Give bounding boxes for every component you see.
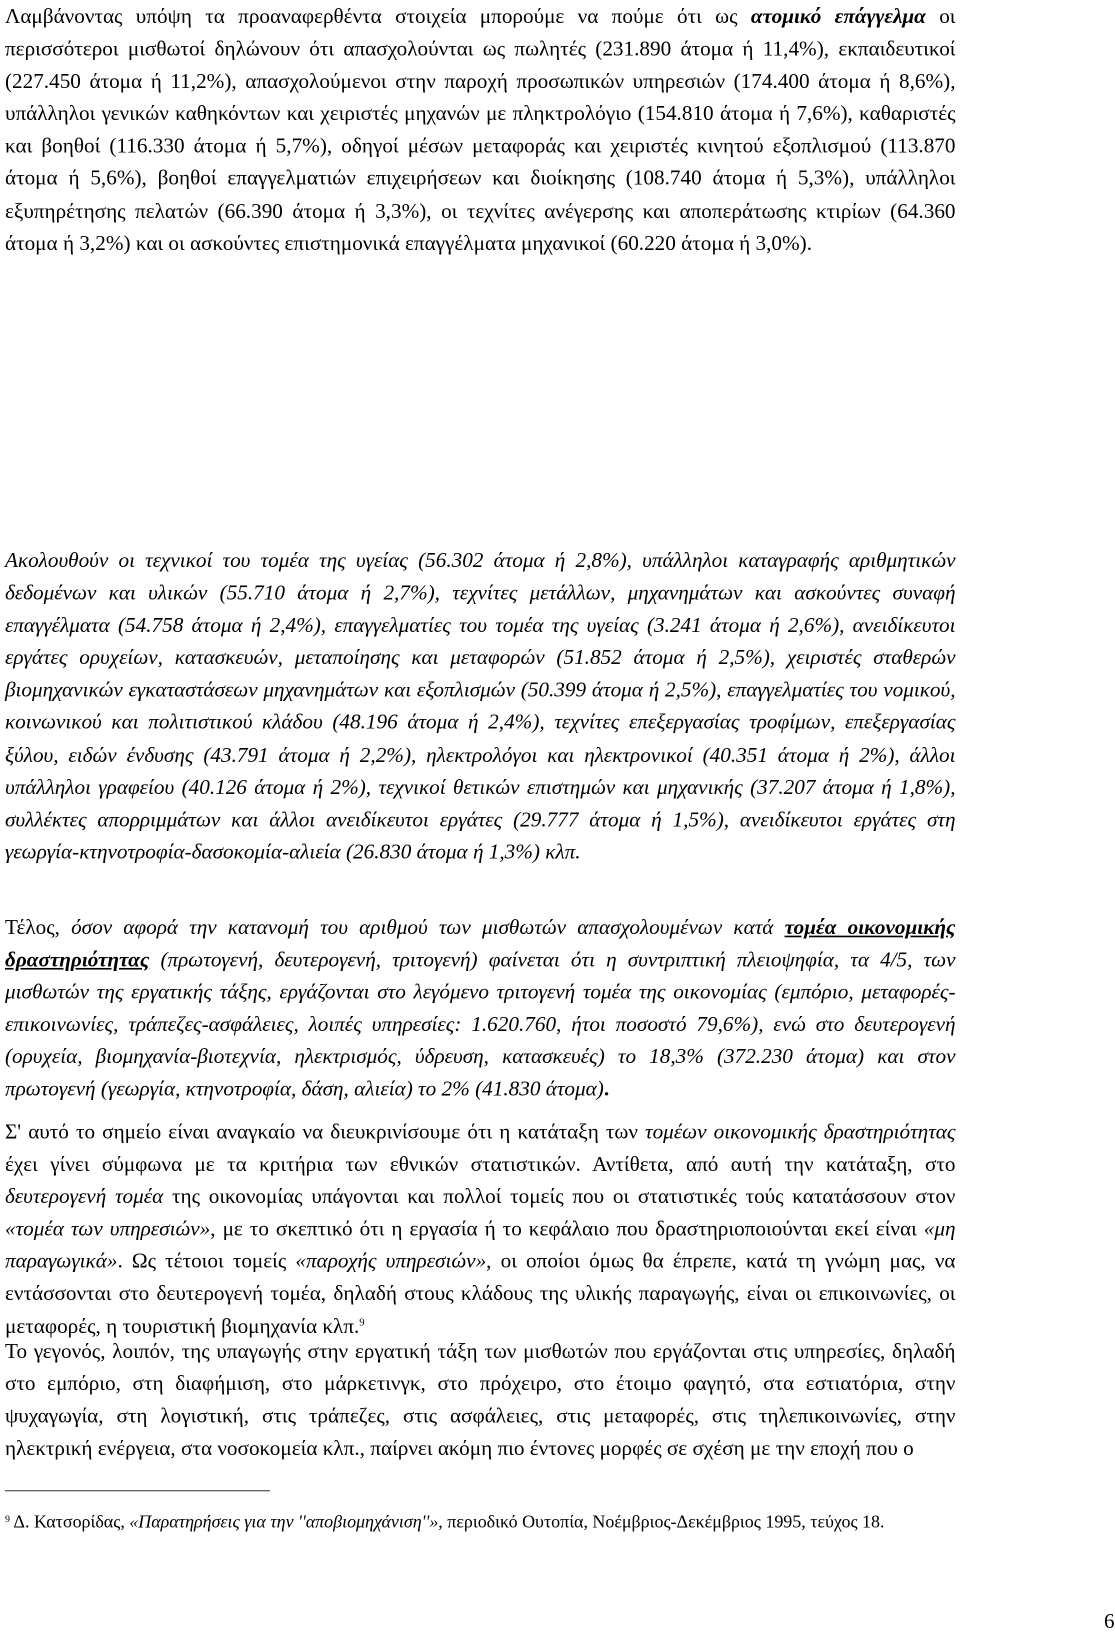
text-segment: (πρωτογενή, δευτερογενή, τριτογενή) φαίνεται ότι η συντριπτική πλειοψηφία, τα 4/5, των μισθωτών της εργατικής τάξης, εργάζονται στο λεγόμενο τριτογενή τομέα της οικονομίας (εμπόριο, μεταφορές-επικοινωνίες, τράπεζες-ασφάλειες, λοιπές υπηρεσίες: 1.620.760, ήτοι ποσοστό 79,6%), ενώ στο δευτερογενή (ορυχεία, βιομηχανία-βιοτεχνία, ηλεκτρισμός, ύδρευση, κατασκευές) το 18,3% (372.230 άτομα) και στον πρωτογενή (γεωργία, κτηνοτροφία, δάση, αλιεία) το 2% (41.830 άτομα) xyxy=(4,947,956,1101)
text-segment: Σ' αυτό το σημείο είναι αναγκαίο να διευκρινίσουμε ότι η κατάταξη των xyxy=(4,1119,645,1144)
page-number: 6 xyxy=(1103,1609,1115,1633)
text-segment: «μη παραγωγικά» xyxy=(4,1216,956,1273)
text-segment: Ακολουθούν οι τεχνικοί του τομέα της υγείας (56.302 άτομα ή 2,8%), υπάλληλοι καταγραφής αριθμητικών δεδομένων και υλικών (55.710 άτομα ή 2,7%), τεχνίτες μετάλλων, μηχανημάτων και ασκούντες συναφή επαγγέλματα (54.758 άτομα ή 2,4%), επαγγελματίες του τομέα της υγείας (3.241 άτομα ή 2,6%), ανειδίκευτοι εργάτες ορυχείων, κατασκευών, μεταποίησης και μεταφορών (51.852 άτομα ή 2,5%), χειριστές σταθερών βιομηχανικών εγκαταστάσεων μηχανημάτων και εξοπλισμών (50.399 άτομα ή 2,5%), επαγγελματίες του νομικού, κοινωνικού και πολιτιστικού κλάδου (48.196 άτομα ή 2,4%), τεχνίτες επεξεργασίας τροφίμων, επεξεργασίας ξύλου, ειδών ένδυσης (43.791 άτομα ή 2,2%), ηλεκτρολόγοι και ηλεκτρονικοί (40.351 άτομα ή 2%), άλλοι υπάλληλοι γραφείου (40.126 άτομα ή 2%), τεχνικοί θετικών επιστημών και μηχανικής (37.207 άτομα ή 1,8%), συλλέκτες απορριμμάτων και άλλοι ανειδίκευτοι εργάτες (29.777 άτομα ή 1,5%), ανειδίκευτοι εργάτες στη γεωργία-κτηνοτροφία-δασοκομία-αλιεία (26.830 άτομα ή 1,3%) κλπ. xyxy=(4,548,956,864)
text-segment: Τέλος, xyxy=(4,914,72,939)
text-segment: «Παρατηρήσεις για την ''αποβιομηχάνιση''» xyxy=(129,1511,439,1532)
text-segment: δευτερογενή τομέα xyxy=(4,1184,164,1209)
text-segment: τομέα οικονομικής δραστηριότητας xyxy=(4,914,956,972)
paragraph-sector-classification-text xyxy=(5,1119,956,1337)
text-segment: όσον αφορά την κατανομή του αριθμού των μισθωτών απασχολουμένων κατά xyxy=(71,914,785,939)
footnote-number: 9 xyxy=(4,1512,10,1525)
text-segment: , περιοδικό Ουτοπία, Νοέμβριος-Δεκέμβριος 1995, τεύχος 18. xyxy=(438,1511,885,1532)
text-segment: Το γεγονός, λοιπόν, της υπαγωγής στην εργατική τάξη των μισθωτών που εργάζονται στις υπηρεσίες, δηλαδή στο εμπόριο, στη διαφήμιση, στο μάρκετινγκ, στο πρόχειρο, στο έτοιμο φαγητό, στα εστιατόρια, στην ψυχαγωγία, στη λογιστική, στις τράπεζες, στις ασφάλειες, στις μεταφορές, στις τηλεπικοινωνίες, στην ηλεκτρική ενέργεια, στα νοσοκομεία κλπ., παίρνει ακόμη πιο έντονες μορφές σε σχέση με την εποχή που ο xyxy=(4,1338,956,1460)
text-segment: Λαμβάνοντας υπόψη τα προαναφερθέντα στοιχεία μπορούμε να πούμε ότι ως xyxy=(4,4,751,29)
text-segment: «παροχής υπηρεσιών» xyxy=(295,1248,487,1273)
text-segment: τομέων οικονομικής δραστηριότητας xyxy=(644,1119,956,1144)
text-segment: . xyxy=(603,1076,610,1101)
paragraph-occupations xyxy=(5,0,956,259)
text-segment: οι περισσότεροι μισθωτοί δηλώνουν ότι απασχολούνται ως πωλητές (231.890 άτομα ή 11,4%), εκπαιδευτικοί (227.450 άτομα ή 11,2%), απασχολούμενοι στην παροχή προσωπικών υπηρεσιών (174.400 άτομα ή 8,6%), υπάλληλοι γενικών καθηκόντων και χειριστές μηχανών με πληκτρολόγιο (154.810 άτομα ή 7,6%), καθαριστές και βοηθοί (116.330 άτομα ή 5,7%), οδηγοί μέσων μεταφοράς και χειριστές κινητού εξοπλισμού (113.870 άτομα ή 5,6%), βοηθοί επαγγελματιών επιχειρήσεων και διοίκησης (108.740 άτομα ή 5,3%), υπάλληλοι εξυπηρέτησης πελατών (66.390 άτομα ή 3,3%), οι τεχνίτες ανέγερσης και αποπεράτωσης κτιρίων (64.360 άτομα ή 3,2%) και οι ασκούντες επιστημονικά επαγγέλματα μηχανικοί (60.220 άτομα ή 3,0%). xyxy=(4,4,956,255)
text-segment: Δ. Κατσορίδας, xyxy=(9,1511,130,1532)
footnote-reference[interactable]: 9 xyxy=(359,1315,365,1328)
footnote xyxy=(5,1509,956,1537)
paragraph-economic-sectors xyxy=(5,911,956,1105)
text-segment: της οικονομίας υπάγονται και πολλοί τομείς που οι στατιστικές τούς κατατάσσουν στον xyxy=(163,1184,956,1209)
paragraph-other-occupations xyxy=(5,544,956,868)
text-segment: . Ως τέτοιοι τομείς xyxy=(117,1248,296,1273)
paragraph-sector-classification xyxy=(5,1115,956,1342)
paragraph-services-workers xyxy=(5,1335,956,1464)
footnote-divider xyxy=(5,1490,270,1491)
text-segment: «τομέα των υπηρεσιών» xyxy=(4,1216,211,1241)
text-segment: ατομικό επάγγελμα xyxy=(750,4,926,29)
text-segment: έχει γίνει σύμφωνα με τα κριτήρια των εθνικών στατιστικών. Αντίθετα, από αυτή την κατάταξη, στο xyxy=(4,1151,956,1176)
text-segment: , οι οποίοι όμως θα έπρεπε, κατά τη γνώμη μας, να εντάσσονται στο δευτερογενή τομέα, δηλαδή στους κλάδους της υλικής παραγωγής, είναι οι επικοινωνίες, οι μεταφορές, η τουριστική βιομηχανία κλπ. xyxy=(4,1248,956,1338)
footnote-text xyxy=(10,1512,885,1532)
text-segment: , με το σκεπτικό ότι η εργασία ή το κεφάλαιο που δραστηριοποιούνται εκεί είναι xyxy=(210,1216,924,1241)
